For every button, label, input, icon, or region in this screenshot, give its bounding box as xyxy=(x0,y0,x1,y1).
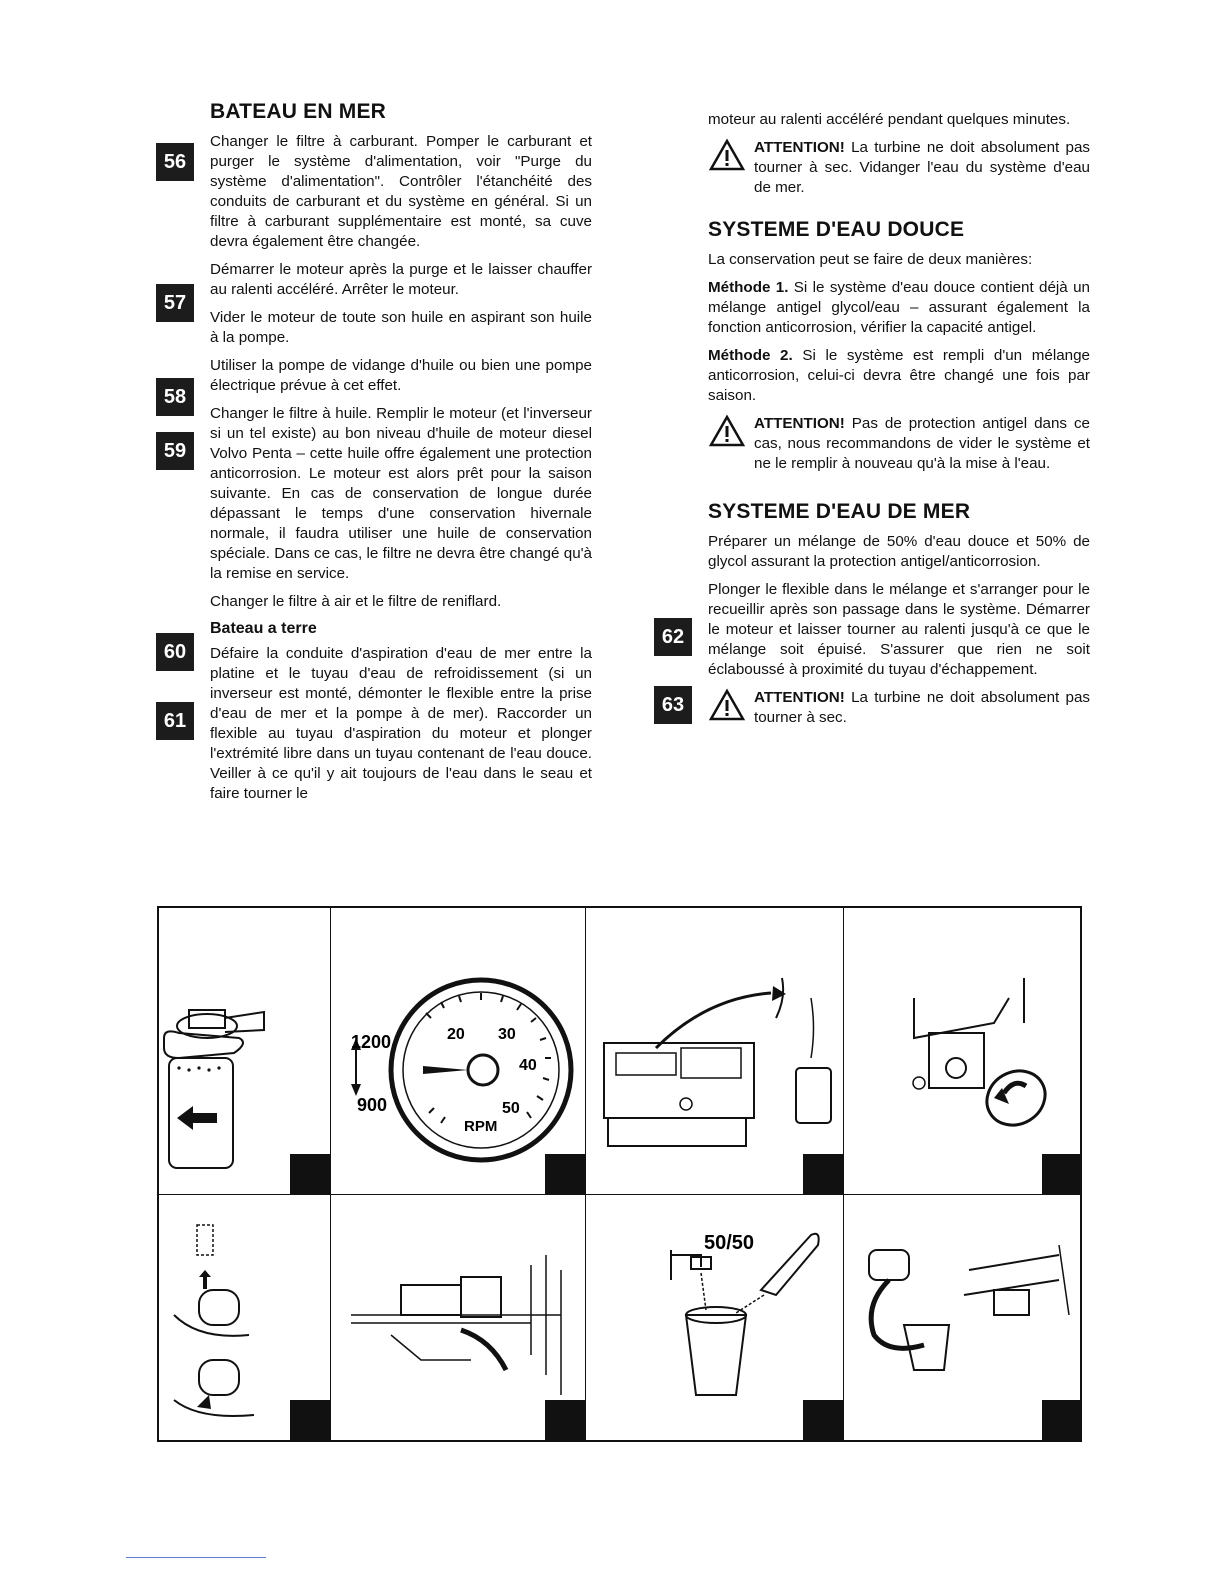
oil-filter-illustration xyxy=(844,908,1082,1195)
step-badge-58: 58 xyxy=(156,378,194,416)
figure-tag xyxy=(290,1400,330,1440)
step-62-text: Préparer un mélange de 50% d'eau douce et 50% de glycol assurant la protection antigel/anticorrosion. xyxy=(708,533,1090,570)
figure-glycol-mix xyxy=(586,1195,844,1440)
figure-grid xyxy=(157,906,1082,1442)
figure-rpm-gauge xyxy=(331,908,586,1195)
gauge-tick-50: 50 xyxy=(502,1100,520,1117)
figure-tag xyxy=(290,1154,330,1194)
gauge-rpm-label: RPM xyxy=(464,1118,498,1135)
figure-tag xyxy=(545,1154,585,1194)
warning-triangle-icon xyxy=(708,414,746,448)
step-61-text: Défaire la conduite d'aspiration d'eau de mer entre la platine et le tuyau d'eau de refroidissement (si un inverseur est monté, démonter le flexible entre la prise d'eau de mer et la pompe à de mer). Raccorder un flexible au tuyau d'aspiration du moteur et plonger l'extrémité libre dans un tuyau contenant de l'eau douce. Veiller à ce qu'il y ait toujours de l'eau dans le seau et faire tourner le xyxy=(210,645,592,802)
oil-pump-illustration xyxy=(586,908,844,1195)
warning-2-text: Pas de protection antigel dans ce cas, nous recommandons de vider le système et ne le remplir à nouveau qu'à la mise à l'eau. xyxy=(754,415,1090,472)
heading-bateau-en-mer: BATEAU EN MER xyxy=(210,100,387,123)
gauge-label-1200: 1200 xyxy=(351,1032,392,1052)
warning-triangle-icon xyxy=(708,688,746,722)
step-58-text: Utiliser la pompe de vidange d'huile ou bien une pompe électrique prévue à cet effet. xyxy=(210,357,592,394)
intro-eau-douce: La conservation peut se faire de deux manières: xyxy=(708,251,1033,268)
figure-tag xyxy=(803,1400,843,1440)
drain-oil-text: Vider le moteur de toute son huile en aspirant son huile à la pompe. xyxy=(210,309,592,346)
heading-eau-de-mer: SYSTEME D'EAU DE MER xyxy=(708,500,971,523)
method-2-text: Si le système est rempli d'un mélange anticorrosion, celui-ci devra être changé une fois par saison. xyxy=(708,347,1090,404)
figure-hose-connection xyxy=(331,1195,586,1440)
warning-2-label: ATTENTION! xyxy=(754,415,845,432)
method-1-text: Si le système d'eau douce contient déjà un mélange antigel glycol/eau – assurant également la fonction anticorrosion, vérifier la capacité antigel. xyxy=(708,279,1090,336)
heading-eau-douce: SYSTEME D'EAU DOUCE xyxy=(708,218,965,241)
method-1-label: Méthode 1. xyxy=(708,279,789,296)
step-59-text: Changer le filtre à huile. Remplir le moteur (et l'inverseur si un tel existe) au bon niveau d'huile de moteur diesel Volvo Penta – cette huile offre également une protection anticorrosion. Le moteur est alors prêt pour la saison suivante. En cas de conservation de longue durée dépassant le temps d'une conservation hivernale normale, il faudra utiliser une huile de conservation spéciale. Dans ce cas, le filtre ne devra être changé qu'à la remise en service. xyxy=(210,405,592,582)
figure-tag xyxy=(1042,1154,1082,1194)
method-2-label: Méthode 2. xyxy=(708,347,793,364)
gauge-tick-20: 20 xyxy=(447,1026,465,1043)
step-56-text: Changer le filtre à carburant. Pomper le carburant et purger le système d'alimentation, voir "Purge du système d'alimentation". Contrôler l'étanchéité des conduits de carburant et du système en général. Si un filtre à carburant supplémentaire est monté, sa cuve devra également être changée. xyxy=(210,133,592,250)
figure-hose-in-bucket xyxy=(844,1195,1082,1440)
rpm-gauge-illustration xyxy=(331,908,586,1195)
figure-fuel-filter xyxy=(159,908,331,1195)
step-badge-61: 61 xyxy=(156,702,194,740)
warning-2 xyxy=(708,414,1090,474)
step-badge-62: 62 xyxy=(654,618,692,656)
mix-ratio-label: 50/50 xyxy=(704,1232,755,1254)
figure-oil-filter xyxy=(844,908,1082,1195)
step-badge-56: 56 xyxy=(156,143,194,181)
step-badge-63: 63 xyxy=(654,686,692,724)
fuel-filter-illustration xyxy=(159,908,331,1195)
warning-triangle-icon xyxy=(708,138,746,172)
warning-3-text: La turbine ne doit absolument pas tourner à sec. xyxy=(754,689,1090,726)
figure-tag xyxy=(1042,1400,1082,1440)
warning-1-text: La turbine ne doit absolument pas tourner à sec. Vidanger l'eau du système d'eau de mer. xyxy=(754,139,1090,196)
continued-text: moteur au ralenti accéléré pendant quelques minutes. xyxy=(708,111,1071,128)
figure-air-filter xyxy=(159,1195,331,1440)
figure-tag xyxy=(545,1400,585,1440)
subheading-bateau-a-terre: Bateau a terre xyxy=(210,620,317,637)
figure-oil-pump xyxy=(586,908,844,1195)
gauge-tick-30: 30 xyxy=(498,1026,516,1043)
warning-1-label: ATTENTION! xyxy=(754,139,845,156)
step-60-text: Changer le filtre à air et le filtre de reniflard. xyxy=(210,593,502,610)
gauge-tick-40: 40 xyxy=(519,1057,537,1074)
step-badge-59: 59 xyxy=(156,432,194,470)
step-badge-57: 57 xyxy=(156,284,194,322)
warning-3-label: ATTENTION! xyxy=(754,689,845,706)
step-57-text: Démarrer le moteur après la purge et le laisser chauffer au ralenti accéléré. Arrêter le moteur. xyxy=(210,261,592,298)
left-column xyxy=(210,100,592,812)
warning-1 xyxy=(708,138,1090,198)
step-badge-60: 60 xyxy=(156,633,194,671)
warning-3 xyxy=(708,688,1090,728)
right-column xyxy=(708,110,1090,736)
step-63-text: Plonger le flexible dans le mélange et s'arranger pour le recueillir après son passage dans le système. Démarrer le moteur et laisser tourner au ralenti jusqu'à ce que le mélange soit épuisé. S'assurer que rien ne soit éclaboussé à proximité du tuyau d'échappement. xyxy=(708,581,1090,678)
footer-rule xyxy=(126,1557,266,1558)
figure-tag xyxy=(803,1154,843,1194)
gauge-label-900: 900 xyxy=(357,1095,388,1115)
